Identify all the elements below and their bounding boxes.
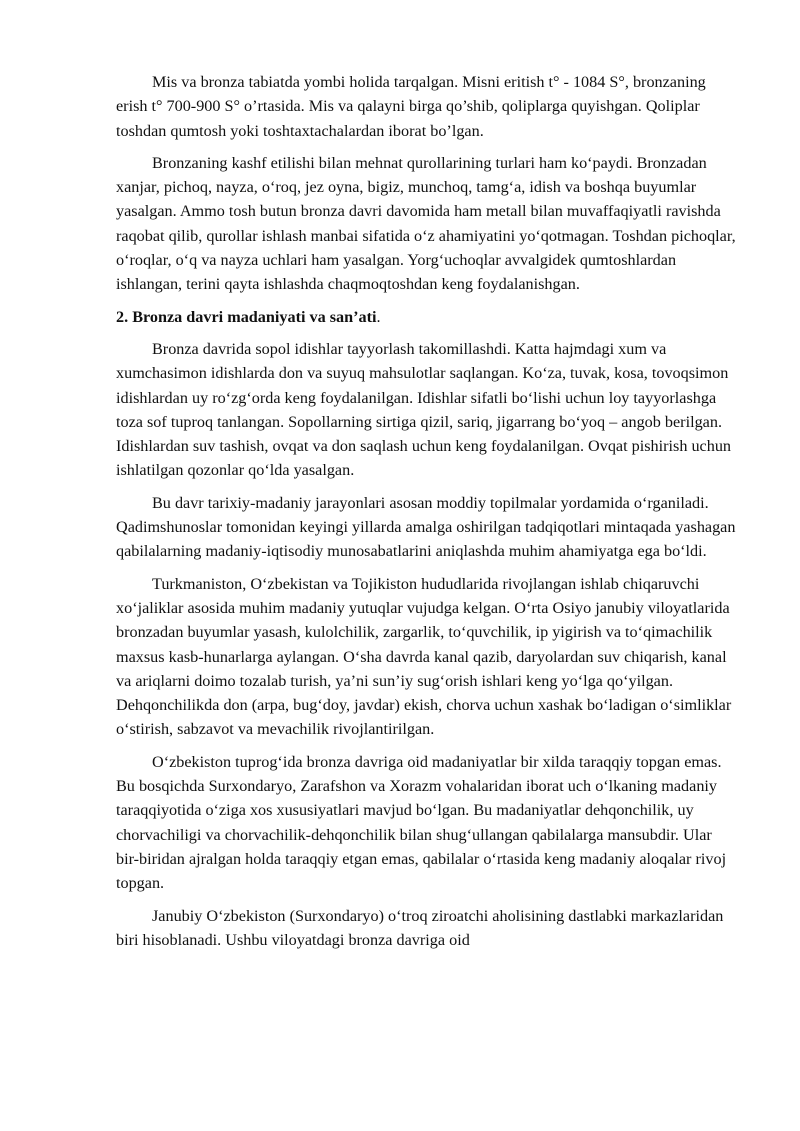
paragraph-economy: Turkmaniston, Oʻzbekistan va Tojikiston hududlarida rivojlangan ishlab chiqaruvchi xoʻjaliklar asosida muhim madaniy yutuqlar vujudga kelgan. Oʻrta Osiyo janubiy viloyatlarida bronzadan buyumlar yasash, kulolchilik, zargarlik, toʻquvchilik, ip yigirish va toʻqimachilik maxsus kasb-hunarlarga aylangan. Oʻsha davrda kanal qazib, daryolardan suv chiqarish, kanal va ariqlarni doimo tozalab turish, yaʼni sunʼiy sugʻorish ishlari keng yoʻlga qoʻyilgan. Dehqonchilikda don (arpa, bugʻdoy, javdar) ekish, chorva uchun xashak boʻladigan oʻsimliklar oʻstirish, sabzavot va mevachilik rivojlantirilgan. [116,574,732,739]
paragraph-research: Bu davr tarixiy-madaniy jarayonlari asosan moddiy topilmalar yordamida oʻrganiladi. Qadimshunoslar tomonidan keyingi yillarda amalga oshirilgan tadqiqotlari mintaqada yashagan qabilalarning madaniy-iqtisodiy munosabatlarini aniqlashda muhim ahamiyatga ega boʻldi. [116,493,736,561]
document-page [116,70,736,960]
paragraph-surxondaryo: Janubiy Oʻzbekiston (Surxondaryo) oʻtroq ziroatchi aholisining dastlabki markazlaridan biri hisoblanadi. Ushbu viloyatdagi bronza davriga oid [116,906,724,949]
paragraph-uzbekistan-cultures: Oʻzbekiston tuprogʻida bronza davriga oid madaniyatlar bir xilda taraqqiy topgan emas. Bu bosqichda Surxondaryo, Zarafshon va Xorazm vohalaridan iborat uch oʻlkaning madaniy taraqqiyotida oʻziga xos xususiyatlari mavjud boʻlgan. Bu madaniyatlar dehqonchilik, uy chorvachiligi va chorvachilik-dehqonchilik bilan shugʻullangan qabilalarga mansubdir. Ular bir-biridan ajralgan holda taraqqiy etgan emas, qabilalar oʻrtasida keng madaniy aloqalar rivoj topgan. [116,752,727,893]
section-heading-text: 2. Bronza davri madaniyati va san’ati [116,307,377,326]
section-heading-suffix: . [376,307,381,326]
paragraph-pottery: Bronza davrida sopol idishlar tayyorlash takomillashdi. Katta hajmdagi xum va xumchasimon idishlarda don va suyuq mahsulotlar saqlangan. Koʻza, tuvak, kosa, tovoqsimon idishlardan uy roʻzgʻorda keng foydalanilgan. Idishlar sifatli boʻlishi uchun loy tayyorlashga toza sof tuproq tanlangan. Sopollarning sirtiga qizil, sariq, jigarrang boʻyoq – angob berilgan. Idishlardan suv tashish, ovqat va don saqlash uchun keng foydalanilgan. Ovqat pishirish uchun ishlatilgan qozonlar qoʻlda yasalgan. [116,339,732,480]
section-heading [116,305,736,329]
paragraph-metals-melting: Mis va bronza tabiatda yombi holida tarqalgan. Misni eritish t° - 1084 S°, bronzaning erish t° 700-900 S° o’rtasida. Mis va qalayni birga qo’shib, qoliplarga quyishgan. Qoliplar toshdan qumtosh yoki toshtaxtachalardan iborat bo’lgan. [116,73,706,140]
paragraph-bronze-tools: Bronzaning kashf etilishi bilan mehnat qurollarining turlari ham koʻpaydi. Bronzadan xanjar, pichoq, nayza, oʻroq, jez oyna, bigiz, munchoq, tamgʻa, idish va boshqa buyumlar yasalgan. Ammo tosh butun bronza davri davomida ham metall bilan muvaffaqiyatli ravishda raqobat qilib, qurollar ishlash manbai sifatida oʻz ahamiyatini yoʻqotmagan. Toshdan pichoqlar, oʻroqlar, oʻq va nayza uchlari ham yasalgan. Yorgʻuchoqlar avvalgidek qumtoshlardan ishlangan, terini qayta ishlashda chaqmoqtoshdan keng foydalanishgan. [116,153,736,294]
